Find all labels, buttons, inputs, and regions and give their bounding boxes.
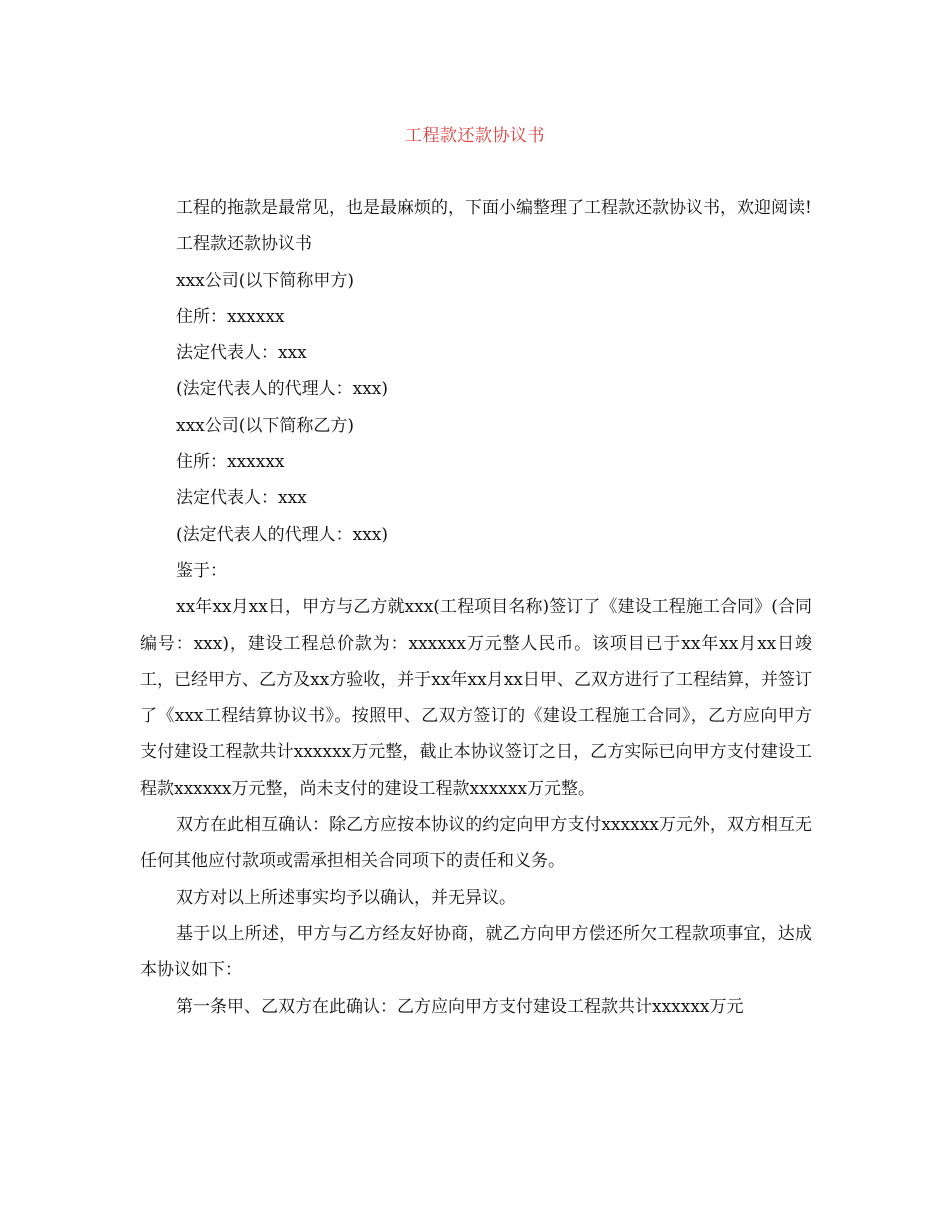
- paragraph-party-b-representative: 法定代表人：xxx: [176, 488, 307, 509]
- paragraph-party-b-agent: (法定代表人的代理人：xxx): [176, 524, 389, 545]
- document-body: [140, 190, 812, 1025]
- paragraph-party-a-agent: (法定代表人的代理人：xxx): [176, 379, 389, 400]
- paragraph-no-objection: 双方对以上所述事实均予以确认，并无异议。: [176, 887, 516, 908]
- paragraph-party-a-representative: 法定代表人：xxx: [176, 343, 307, 364]
- paragraph-subtitle: 工程款还款协议书: [176, 234, 312, 255]
- paragraph-intro: 工程的拖款是最常见，也是最麻烦的，下面小编整理了工程款还款协议书，欢迎阅读!: [176, 198, 812, 218]
- paragraph-whereas: 鉴于：: [176, 560, 227, 581]
- paragraph-party-a-name: xxx公司(以下简称甲方): [176, 270, 355, 291]
- paragraph-background: xx年xx月xx日，甲方与乙方就xxx(工程项目名称)签订了《建设工程施工合同》(合同编号：xxx)，建设工程总价款为：xxxxxx万元整人民币。该项目已于xx年xx月xx日竣工，已经甲方、乙方及xx方验收，并于xx年xx月xx日甲、乙双方进行了工程结算，并签订了《xxx工程结算协议书》。按照甲、乙双方签订的《建设工程施工合同》，乙方应向甲方支付建设工程款共计xxxxxx万元整，截止本协议签订之日，乙方实际已向甲方支付建设工程款xxxxxx万元整，尚未支付的建设工程款xxxxxx万元整。: [140, 597, 812, 799]
- paragraph-agreement-intro: 基于以上所述，甲方与乙方经友好协商，就乙方向甲方偿还所欠工程款项事宜，达成本协议如下：: [140, 923, 812, 981]
- paragraph-party-b-address: 住所：xxxxxx: [176, 452, 285, 473]
- document-title: 工程款还款协议书: [405, 126, 545, 146]
- paragraph-mutual-confirmation: 双方在此相互确认：除乙方应按本协议的约定向甲方支付xxxxxx万元外，双方相互无任何其他应付款项或需承担相关合同项下的责任和义务。: [140, 815, 812, 872]
- paragraph-party-b-name: xxx公司(以下简称乙方): [176, 415, 355, 436]
- paragraph-party-a-address: 住所：xxxxxx: [176, 306, 285, 327]
- paragraph-article-1: 第一条甲、乙双方在此确认：乙方应向甲方支付建设工程款共计xxxxxx万元: [176, 996, 744, 1017]
